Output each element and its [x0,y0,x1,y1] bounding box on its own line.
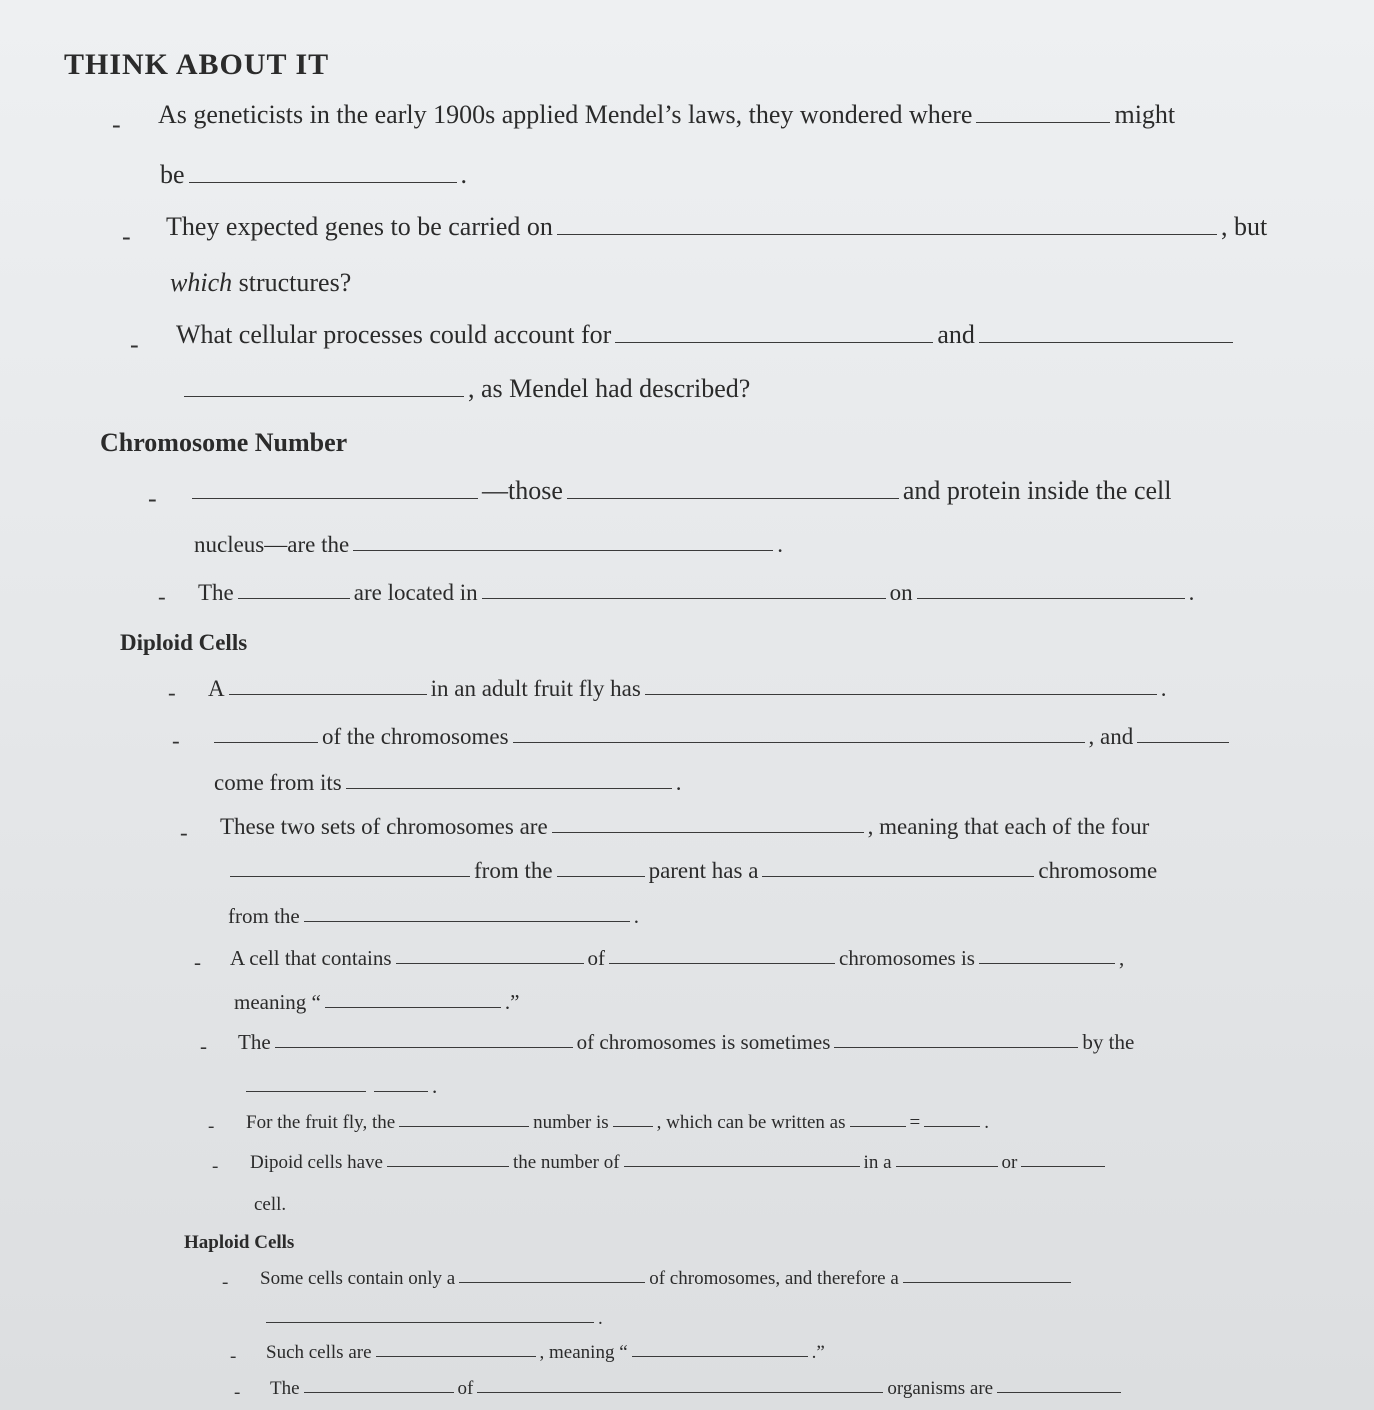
blank[interactable] [552,831,864,833]
bullet: - [180,820,188,845]
blank[interactable] [609,962,835,964]
chromo-l3d: . [1188,580,1195,605]
bullet: - [200,1034,207,1058]
blank[interactable] [346,787,672,789]
blank[interactable] [613,1125,653,1127]
haploid-l4a: The [270,1378,300,1399]
bullet: - [112,110,121,139]
blank[interactable] [850,1125,906,1127]
blank[interactable] [513,741,1085,743]
diploid-l7b: of [587,946,606,970]
blank[interactable] [1021,1165,1105,1167]
blank[interactable] [376,1355,536,1357]
blank[interactable] [229,693,427,695]
chromo-l1a: —those [482,476,563,505]
blank[interactable] [997,1391,1121,1393]
haploid-line-3 [266,1342,825,1364]
think-l3a: They expected genes to be carried on [166,212,553,241]
blank[interactable] [374,1090,428,1092]
bullet: - [222,1272,229,1293]
diploid-l12b: the number of [512,1152,620,1173]
diploid-l6a: from the [228,904,300,928]
blank[interactable] [567,497,899,499]
diploid-l2b: , and [1088,724,1134,749]
blank[interactable] [387,1165,509,1167]
blank[interactable] [353,549,773,551]
diploid-l4a: These two sets of chromosomes are [220,814,548,839]
blank[interactable] [976,121,1110,123]
blank[interactable] [214,741,318,743]
bullet: - [172,728,180,753]
diploid-l1c: . [1160,676,1167,701]
diploid-l1b: in an adult fruit fly has [430,676,641,701]
blank[interactable] [903,1281,1071,1283]
diploid-line-13 [254,1194,286,1216]
diploid-l13a: cell. [254,1194,287,1215]
bullet: - [194,950,201,974]
think-line-6 [180,374,750,404]
blank[interactable] [557,233,1217,235]
chromo-l3a: The [198,580,234,605]
blank[interactable] [238,597,350,599]
diploid-l12a: Dipoid cells have [250,1152,383,1173]
think-l5a: What cellular processes could account for [176,320,612,349]
chromo-line-2 [194,532,783,558]
think-l4b: structures? [232,268,352,297]
think-line-3 [166,212,1267,242]
diploid-l2a: of the chromosomes [322,724,509,749]
diploid-l5a: from the [474,858,553,883]
blank[interactable] [896,1165,998,1167]
bullet: - [230,1346,237,1367]
think-l1a: As geneticists in the early 1900s applied Mendel’s laws, they wondered where [158,100,973,129]
chromo-line-3 [198,580,1194,606]
bullet: - [208,1116,215,1137]
diploid-l5b: parent has a [648,858,759,883]
blank[interactable] [192,497,478,499]
chromo-line-1 [188,476,1171,506]
diploid-line-10 [242,1074,437,1099]
haploid-l1b: of chromosomes, and therefore a [649,1268,899,1289]
haploid-l3c: .” [811,1342,825,1363]
diploid-line-3 [214,770,682,796]
diploid-l11c: , which can be written as [656,1112,846,1133]
chromo-l1b: and protein inside the cell [902,476,1172,505]
diploid-line-4 [220,814,1149,840]
blank[interactable] [230,875,470,877]
think-line-2 [160,160,467,190]
think-l5b: and [937,320,975,349]
blank[interactable] [275,1046,573,1048]
think-l3b: , but [1220,212,1268,241]
haploid-line-4 [270,1378,1125,1400]
page-title: THINK ABOUT IT [64,48,330,81]
blank[interactable] [557,875,645,877]
diploid-l9b: of chromosomes is sometimes [576,1030,831,1054]
bullet: - [148,484,157,513]
chromo-l3b: are located in [353,580,478,605]
blank[interactable] [396,962,584,964]
bullet: - [158,584,166,609]
blank[interactable] [615,341,933,343]
blank[interactable] [459,1281,645,1283]
blank[interactable] [632,1355,808,1357]
diploid-l9c: by the [1082,1030,1135,1054]
bullet: - [130,330,139,359]
diploid-l7a: A cell that contains [230,946,392,970]
diploid-line-1 [208,676,1167,702]
chromo-l2b: . [777,532,783,557]
haploid-line-2 [262,1308,603,1330]
diploid-l5c: chromosome [1038,858,1158,883]
haploid-l4b: of [457,1378,474,1399]
diploid-l11e: . [984,1112,989,1133]
diploid-line-7 [230,946,1124,971]
haploid-l2a: . [598,1308,603,1329]
diploid-l12d: or [1001,1152,1018,1173]
think-line-5 [176,320,1237,350]
think-l2a: be [160,160,185,189]
haploid-l4c: organisms are [887,1378,994,1399]
think-line-4 [170,268,351,298]
diploid-line-8 [234,990,519,1015]
diploid-l11a: For the fruit fly, the [246,1112,396,1133]
think-l6a: , as Mendel had described? [468,374,751,403]
section-heading-haploid-cells: Haploid Cells [184,1232,295,1253]
diploid-l11d: = [909,1112,921,1133]
haploid-l3a: Such cells are [266,1342,372,1363]
think-l4a: which [170,268,233,297]
blank[interactable] [482,597,886,599]
blank[interactable] [189,181,457,183]
bullet: - [122,222,131,251]
diploid-l7c: chromosomes is [839,946,975,970]
blank[interactable] [325,1006,501,1008]
haploid-l1a: Some cells contain only a [260,1268,456,1289]
diploid-line-12 [250,1152,1109,1174]
think-line-1 [158,100,1175,130]
diploid-l12c: in a [863,1152,892,1173]
section-heading-diploid-cells: Diploid Cells [120,630,248,655]
blank[interactable] [399,1125,529,1127]
section-heading-chromosome-number: Chromosome Number [100,428,348,457]
diploid-l11b: number is [533,1112,609,1133]
blank[interactable] [1137,741,1229,743]
bullet: - [168,680,176,705]
diploid-line-5 [226,858,1157,884]
blank[interactable] [924,1125,980,1127]
haploid-line-1 [260,1268,1075,1290]
haploid-l3b: , meaning “ [539,1342,628,1363]
think-l1b: might [1114,100,1176,129]
diploid-l8a: meaning “ [234,990,321,1014]
diploid-l9a: The [238,1030,271,1054]
blank[interactable] [184,395,464,397]
diploid-l8b: .” [504,990,520,1014]
bullet: - [212,1156,219,1177]
blank[interactable] [304,920,630,922]
diploid-line-11 [246,1112,989,1134]
diploid-l7d: , [1118,946,1125,970]
diploid-line-2 [210,724,1233,750]
diploid-l6b: . [633,904,639,928]
blank[interactable] [834,1046,1078,1048]
blank[interactable] [246,1090,366,1092]
diploid-l4b: , meaning that each of the four [867,814,1150,839]
blank[interactable] [979,341,1233,343]
bullet: - [234,1382,241,1403]
diploid-l3b: . [675,770,682,795]
chromo-l2a: nucleus—are the [194,532,350,557]
blank[interactable] [762,875,1034,877]
diploid-line-6 [228,904,639,929]
blank[interactable] [645,693,1157,695]
blank[interactable] [624,1165,860,1167]
diploid-l3a: come from its [214,770,342,795]
diploid-l10a: . [432,1074,438,1098]
diploid-l1a: A [208,676,225,701]
chromo-l3c: on [889,580,913,605]
blank[interactable] [917,597,1185,599]
think-l2b: . [460,160,468,189]
blank[interactable] [477,1391,883,1393]
diploid-line-9 [238,1030,1134,1055]
blank[interactable] [979,962,1115,964]
blank[interactable] [304,1391,454,1393]
blank[interactable] [266,1321,594,1323]
